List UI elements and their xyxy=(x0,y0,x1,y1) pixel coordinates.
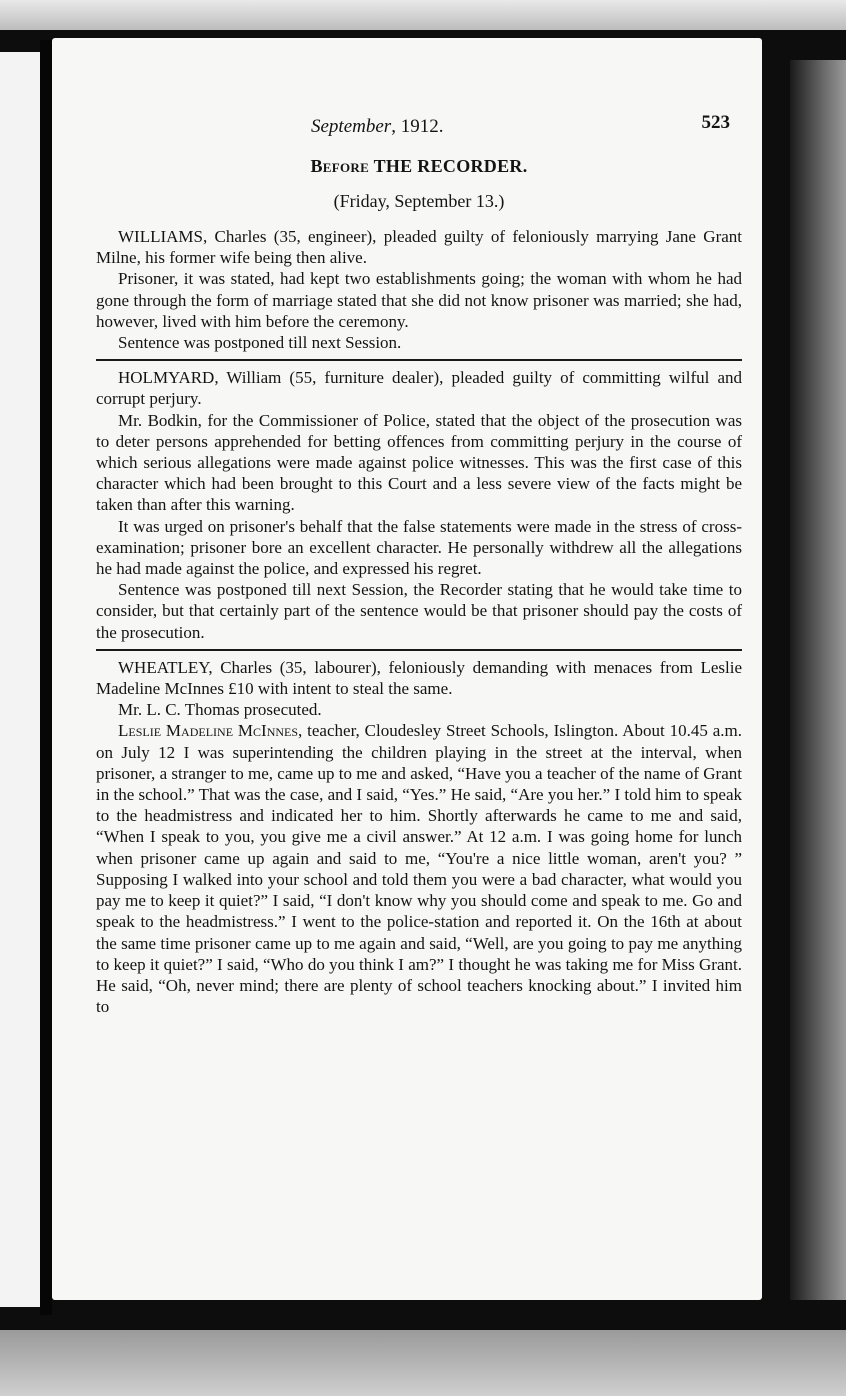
case-paragraph: It was urged on prisoner's behalf that the false statements were made in the stress of cross-examination; prisoner bore an excellent character. He personally withdrew all the allegations he had made against the police, and expressed his regret. xyxy=(96,516,742,579)
case-paragraph: Sentence was postponed till next Session, the Recorder stating that he would take time to consider, but that certainly part of the sentence would be that prisoner should pay the costs of the prosecution. xyxy=(96,580,742,642)
case-williams xyxy=(96,226,742,353)
court-heading-before: Before xyxy=(310,156,370,176)
case-paragraph: Mr. L. C. Thomas prosecuted. xyxy=(118,700,322,720)
case-paragraph: HOLMYARD, William (55, furniture dealer), pleaded guilty of committing wilful and corrupt perjury. xyxy=(96,368,742,409)
witness-text: , teacher, Cloudesley Street Schools, Islington. About 10.45 a.m. on July 12 I was superintending the children playing in the street at the interval, when prisoner, a stranger to me, came up to me and asked, “Have you a teacher of the name of Grant in the school.” That was the case, and I said, “Yes.” He said, “Are you her.” I told him to speak to the headmistress and indicated her to him. Shortly afterwards he came to me and said, “When I speak to you, you give me a civil answer.” At 12 a.m. I was going home for lunch when prisoner came up again and said to me, “You're a nice little woman, aren't you? ” Supposing I walked into your school and told them you were a bad character, what would you pay me to keep it quiet?” I said, “I don't know why you should come and speak to me. Go and speak to the headmistress.” I went to the police-station and reported it. On the 16th at about the same time prisoner came up to me again and said, “Well, are you going to pay me anything to keep it quiet?” I said, “Who do you think I am?” I thought he was taking me for Miss Grant. He said, “Oh, never mind; there are plenty of school teachers knocking about.” I invited him to xyxy=(96,721,742,1017)
date-heading: (Friday, September 13.) xyxy=(333,191,505,211)
scan-right-edge xyxy=(790,60,846,1300)
scan-bottom-band xyxy=(0,1330,846,1396)
case-paragraph: WHEATLEY, Charles (35, labourer), feloniously demanding with menaces from Leslie Madeline McInnes £10 with intent to steal the same. xyxy=(96,657,742,699)
running-head-month: September xyxy=(311,116,392,137)
book-page xyxy=(52,38,762,1300)
running-head xyxy=(311,116,443,138)
case-paragraph: WILLIAMS, Charles (35, engineer), pleaded guilty of feloniously marrying Jane Grant Milne, his former wife being then alive. xyxy=(96,227,742,268)
case-wheatley xyxy=(96,657,742,1017)
court-heading-title: THE RECORDER. xyxy=(373,156,528,176)
page-header xyxy=(96,112,742,142)
witness-name: Leslie Madeline McInnes xyxy=(118,721,299,741)
case-paragraph: Mr. Bodkin, for the Commissioner of Police, stated that the object of the prosecution was to deter persons apprehended for betting offences from committing perjury in the course of which serious allegations were made against police witnesses. This was the first case of this character which had been brought to this Court and a less severe view of the facts might be taken than after this warning. xyxy=(96,410,742,515)
page-content xyxy=(96,112,742,1017)
witness-testimony xyxy=(96,720,742,1017)
court-heading xyxy=(96,156,742,177)
case-holmyard xyxy=(96,367,742,643)
scan-top-band xyxy=(0,0,846,30)
case-divider xyxy=(96,359,742,361)
case-paragraph: Prisoner, it was stated, had kept two establishments going; the woman with whom he had gone through the form of marriage stated that she did not know prisoner was married; she had, however, lived with him before the ceremony. xyxy=(96,269,742,331)
page-number: 523 xyxy=(701,112,730,133)
case-divider xyxy=(96,649,742,651)
running-head-year: , 1912. xyxy=(391,116,444,137)
facing-page-edge xyxy=(0,52,43,1307)
case-paragraph: Sentence was postponed till next Session. xyxy=(118,333,402,353)
book-gutter xyxy=(40,40,52,1315)
